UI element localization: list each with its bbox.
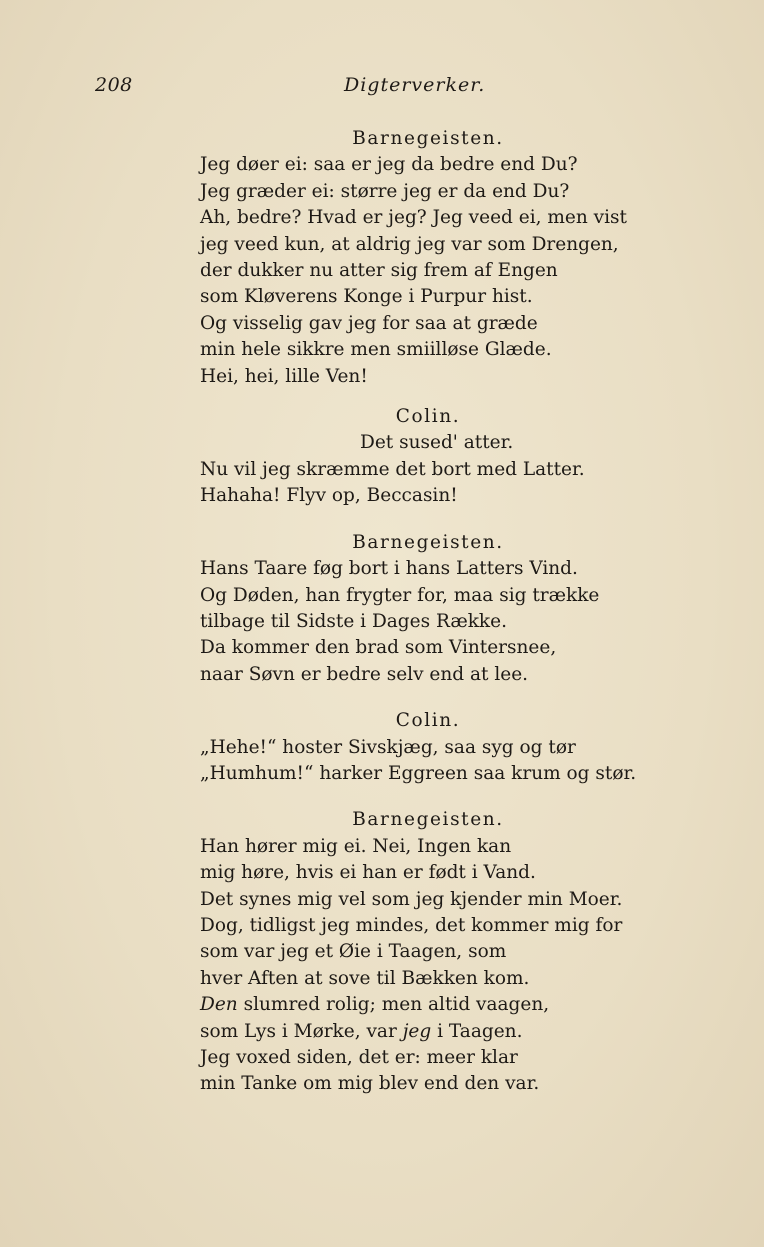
speaker-heading: Barnegeisten. xyxy=(352,531,504,553)
speaker-heading: Colin. xyxy=(395,710,461,732)
verse-line: Ah, bedre? Hvad er jeg? Jeg veed ei, men vist xyxy=(200,207,627,229)
verse-line: min Tanke om mig blev end den var. xyxy=(200,1073,540,1095)
verse-line: Og visselig gav jeg for saa at græde xyxy=(200,312,538,334)
verse-line: min hele sikkre men smiilløse Glæde. xyxy=(200,339,552,361)
verse-line: Og Døden, han frygter for, maa sig trække xyxy=(200,584,600,606)
speaker-heading: Colin. xyxy=(395,406,461,428)
verse-line: Hans Taare føg bort i hans Latters Vind. xyxy=(200,558,578,580)
running-title: Digterverker. xyxy=(344,74,486,96)
verse-line: hver Aften at sove til Bækken kom. xyxy=(200,967,530,989)
verse-line: Hahaha! Flyv op, Beccasin! xyxy=(200,485,458,507)
verse-line: Nu vil jeg skræmme det bort med Latter. xyxy=(200,458,585,480)
verse-line: Han hører mig ei. Nei, Ingen kan xyxy=(200,835,512,857)
verse-line: Hei, hei, lille Ven! xyxy=(200,365,368,387)
page-number: 208 xyxy=(95,74,133,96)
verse-line-start: som Lys i Mørke, var xyxy=(200,1020,403,1042)
verse-line: Det synes mig vel som jeg kjender min Moer. xyxy=(200,888,623,910)
verse-line: der dukker nu atter sig frem af Engen xyxy=(200,260,558,282)
verse-line-rest: slumred rolig; men altid vaagen, xyxy=(237,994,550,1016)
verse-line xyxy=(200,992,700,1018)
italic-word: Den xyxy=(200,994,238,1016)
poem-body xyxy=(200,126,700,1098)
verse-line: tilbage til Sidste i Dages Række. xyxy=(200,610,507,632)
speaker-heading: Barnegeisten. xyxy=(352,128,504,149)
verse-line-end: i Taagen. xyxy=(431,1020,523,1042)
verse-line: „Hehe!“ hoster Sivskjæg, saa syg og tør xyxy=(200,736,576,758)
verse-line: som var jeg et Øie i Taagen, som xyxy=(200,941,507,963)
verse-line: som Kløverens Konge i Purpur hist. xyxy=(200,286,533,308)
verse-line: Dog, tidligst jeg mindes, det kommer mig for xyxy=(200,914,623,936)
speaker-heading: Barnegeisten. xyxy=(352,809,504,831)
verse-line xyxy=(200,1019,700,1045)
verse-line: mig høre, hvis ei han er født i Vand. xyxy=(200,862,536,884)
verse-line: Jeg døer ei: saa er jeg da bedre end Du? xyxy=(200,154,578,176)
italic-word: jeg xyxy=(402,1020,432,1042)
verse-line: Jeg græder ei: større jeg er da end Du? xyxy=(200,180,570,202)
verse-line: Da kommer den brad som Vintersnee, xyxy=(200,637,557,659)
verse-line: jeg veed kun, at aldrig jeg var som Drengen, xyxy=(200,233,619,255)
verse-line: naar Søvn er bedre selv end at lee. xyxy=(200,663,529,685)
verse-line-indented: Det sused' atter. xyxy=(360,432,514,454)
verse-line: Jeg voxed siden, det er: meer klar xyxy=(200,1047,518,1068)
verse-line: „Humhum!“ harker Eggreen saa krum og stør. xyxy=(200,762,637,784)
